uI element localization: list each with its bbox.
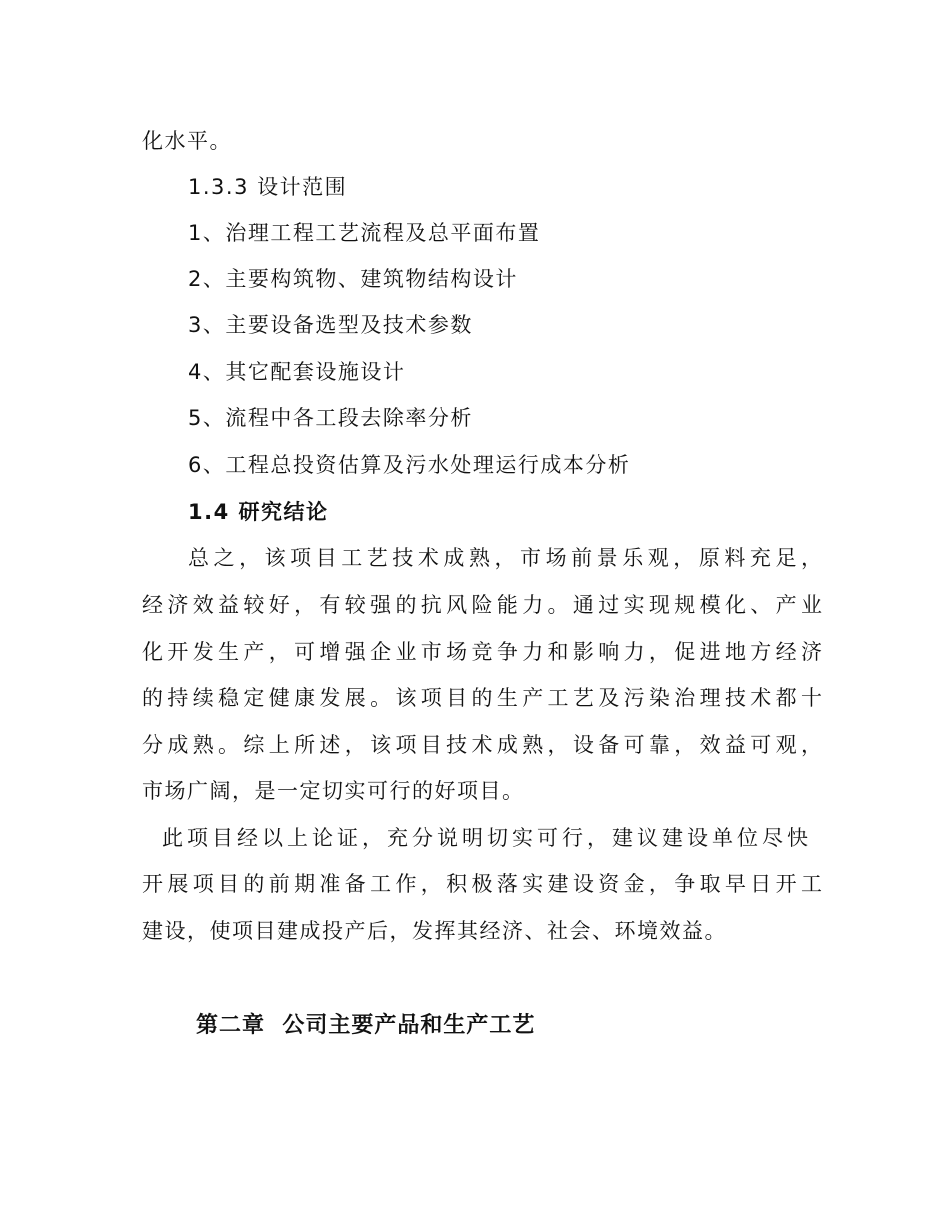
section-heading-1-3-3: 1.3.3 设计范围 (188, 175, 348, 199)
conclusion-line-5: 分成熟。综上所述，该项目技术成熟，设备可靠，效益可观， (142, 733, 822, 757)
scope-item-1: 1、治理工程工艺流程及总平面布置 (188, 221, 541, 245)
conclusion-line-4: 的持续稳定健康发展。该项目的生产工艺及污染治理技术都十 (142, 686, 822, 710)
scope-item-3: 3、主要设备选型及技术参数 (188, 313, 473, 337)
recommendation-line-1: 此项目经以上论证，充分说明切实可行，建议建设单位尽快 (162, 826, 808, 850)
chapter-title: 第二章 公司主要产品和生产工艺 (196, 1013, 536, 1038)
conclusion-line-1: 总之，该项目工艺技术成熟，市场前景乐观，原料充足， (188, 546, 822, 570)
section-heading-1-4: 1.4 研究结论 (188, 500, 329, 524)
scope-item-6: 6、工程总投资估算及污水处理运行成本分析 (188, 453, 631, 477)
scope-item-4: 4、其它配套设施设计 (188, 360, 406, 384)
continuation-text: 化水平。 (142, 129, 232, 153)
conclusion-line-6: 市场广阔，是一定切实可行的好项目。 (142, 779, 525, 803)
scope-item-5: 5、流程中各工段去除率分析 (188, 406, 473, 430)
recommendation-line-2: 开展项目的前期准备工作，积极落实建设资金，争取早日开工 (142, 872, 822, 896)
conclusion-line-3: 化开发生产，可增强企业市场竞争力和影响力，促进地方经济 (142, 640, 822, 664)
scope-item-2: 2、主要构筑物、建筑物结构设计 (188, 267, 518, 291)
conclusion-line-2: 经济效益较好，有较强的抗风险能力。通过实现规模化、产业 (142, 593, 822, 617)
recommendation-line-3: 建设，使项目建成投产后，发挥其经济、社会、环境效益。 (142, 919, 727, 943)
